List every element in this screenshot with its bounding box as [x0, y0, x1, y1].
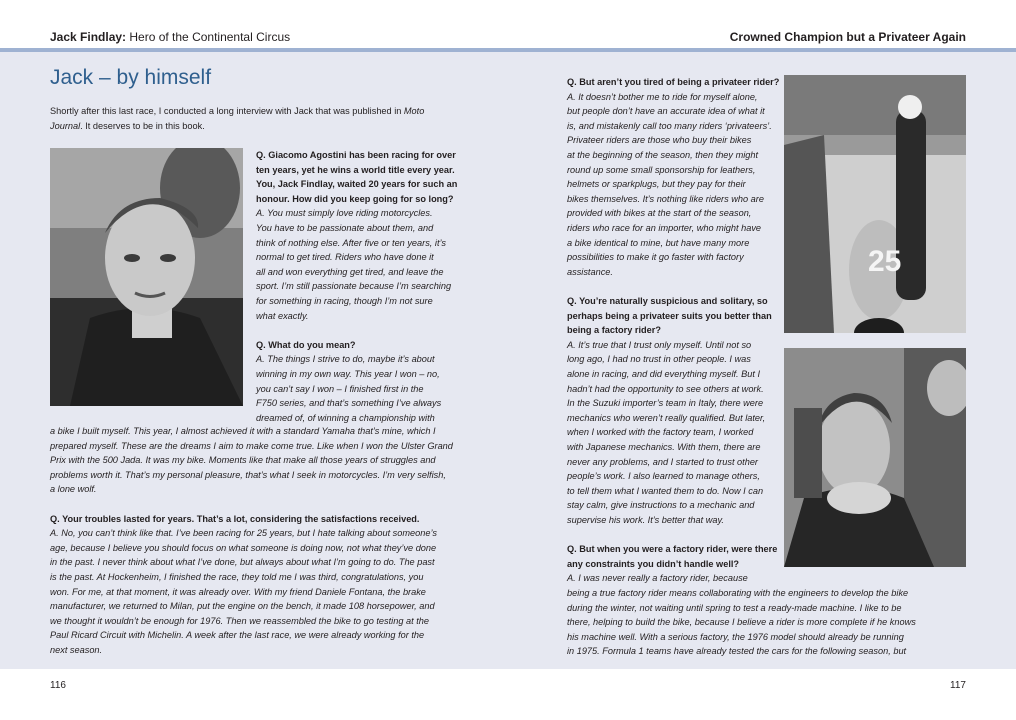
answer-text: being a true factory rider means collaborating with the engineers to develop the bike — [567, 588, 909, 598]
text-line — [256, 206, 433, 221]
text-line — [256, 265, 443, 280]
page-number-right: 117 — [950, 680, 966, 691]
answer-text: is the past. At Hockenheim, I finished the race, they told me I was third, congratulations, you — [50, 572, 424, 582]
text-line — [256, 294, 433, 309]
text-line — [567, 265, 613, 280]
answer-text: A. It doesn’t bother me to ride for myself alone, — [567, 91, 758, 102]
text-line — [567, 586, 908, 601]
answer-text: Moto — [403, 106, 425, 116]
answer-text: problems worth it. That’s my personal pleasure, that’s what I seek in motorcycles. I’m very selfish, — [50, 469, 446, 480]
answer-text: normal to get tired. Riders who have done it — [256, 252, 434, 263]
answer-text: a lone wolf. — [50, 484, 97, 495]
answer-text: a bike identical to mine, but have many more — [567, 237, 750, 248]
page-title: Jack – by himself — [50, 66, 212, 89]
answer-text: A. The things I strive to do, maybe it’s about — [256, 354, 435, 365]
question-text: being a factory rider? — [567, 325, 661, 336]
question-text: Q. Giacomo Agostini has been racing for over — [256, 150, 456, 160]
answer-text: people’s work. I also learned to manage others, — [567, 471, 760, 482]
text-line — [567, 104, 765, 119]
text-line — [50, 453, 436, 468]
answer-text: long ago, I had no trust in other people. I was — [567, 354, 751, 365]
answer-text: to tell them what I wanted them to do. Now I can — [567, 485, 764, 496]
answer-text: never any problems, and I started to trust other — [567, 456, 758, 467]
answer-text: supervise his work. It’s better that way. — [567, 515, 724, 525]
answer-text: mechanics who weren’t really qualified. But later, — [567, 412, 766, 423]
text-line — [567, 294, 768, 309]
answer-text: in 1975. Formula 1 teams have already tested the cars for the following season, but — [567, 646, 907, 657]
text-line — [50, 570, 423, 585]
text-line — [256, 221, 433, 236]
answer-text: won. For me, at that moment, it was already over. With my friend Daniele Fontana, the brake — [50, 586, 426, 597]
text-line — [567, 206, 751, 221]
answer-text: provided with bikes at the start of the season, — [567, 208, 752, 219]
photo-jack-portrait-helmetless — [50, 148, 243, 406]
answer-text: round up some small sponsorship for leathers, — [567, 164, 756, 175]
text-line — [50, 119, 205, 134]
page-footer — [0, 669, 1016, 720]
body-text: . It deserves to be in this book. — [80, 121, 205, 131]
answer-text: at the beginning of the season, then they might — [567, 150, 759, 160]
text-line — [567, 90, 757, 105]
text-line — [256, 338, 356, 353]
text-line — [256, 309, 308, 324]
answer-text: hadn’t had the opportunity to see others at work. — [567, 383, 764, 394]
answer-text: age, because I believe you should focus on what someone is doing now, not what they’ve done — [50, 542, 437, 553]
text-line — [50, 541, 436, 556]
answer-text: you can’t say I won – I finished first in the — [256, 383, 424, 394]
text-line — [256, 352, 435, 367]
text-line — [567, 367, 760, 382]
question-text: Q. But when you were a factory rider, were there — [567, 544, 778, 555]
text-line — [50, 643, 102, 658]
answer-text: manufacturer, we returned to Milan, put the engine on the bench, it made 108 horsepower, and — [50, 601, 435, 612]
text-line — [567, 644, 906, 659]
answer-text: dreamed of, of winning a championship with — [256, 412, 435, 423]
answer-text: possibilities to make it go faster with factory — [567, 252, 744, 263]
text-line — [256, 236, 446, 251]
text-line — [256, 396, 441, 411]
answer-text: all and won everything get tired, and leave the — [256, 266, 444, 277]
text-line — [567, 352, 751, 367]
text-line — [567, 133, 751, 148]
answer-text: what exactly. — [256, 310, 309, 321]
question-text: Q. Your troubles lasted for years. That’s a lot, considering the satisfactions received. — [50, 513, 420, 524]
text-line — [50, 526, 437, 541]
answer-text: during the winter, not waiting until spring to test a ready-made machine. I like to be — [567, 602, 902, 613]
text-line — [50, 424, 436, 439]
question-text: Q. But aren’t you tired of being a privateer rider? — [567, 77, 780, 87]
question-text: Q. What do you mean? — [256, 339, 356, 350]
answer-text: You have to be passionate about them, and — [256, 223, 434, 233]
text-line — [256, 250, 434, 265]
text-line — [50, 468, 446, 483]
answer-text: Privateer riders are those who buy their bikes — [567, 135, 752, 146]
text-line — [50, 614, 429, 629]
photo-jack-with-bike-25 — [784, 75, 966, 333]
photo-jack-zipping-leathers — [784, 348, 966, 567]
text-line — [567, 192, 764, 207]
answer-text: a bike I built myself. This year, I almost achieved it with a standard Yamaha that’s mine, which I — [50, 426, 436, 436]
answer-text: sport. I’m still passionate because I’m searching — [256, 281, 452, 292]
text-line — [567, 425, 753, 440]
text-line — [50, 439, 453, 454]
text-line — [567, 148, 758, 163]
answer-text: with Japanese mechanics. With them, there are — [567, 442, 761, 452]
question-text: honour. How did you keep going for so long? — [256, 193, 454, 204]
text-line — [567, 75, 779, 90]
text-line — [567, 440, 760, 455]
text-line — [256, 279, 451, 294]
text-line — [567, 250, 744, 265]
answer-text: we thought it wouldn’t be enough for 1976. Then we reassembled the bike to go testing at the — [50, 615, 429, 626]
answer-text: Journal — [50, 121, 81, 131]
running-head-left — [50, 30, 290, 44]
answer-text: riders who race for an importer, who might have — [567, 223, 762, 233]
text-line — [567, 630, 904, 645]
question-text: any constraints you didn’t handle well? — [567, 558, 740, 569]
answer-text: winning in my own way. This year I won – no, — [256, 369, 440, 379]
text-line — [567, 498, 754, 513]
answer-text: In the Suzuki importer’s team in Italy, there were — [567, 398, 764, 409]
question-text: You, Jack Findlay, waited 20 years for such an — [256, 179, 458, 190]
body-text: Shortly after this last race, I conducted a long interview with Jack that was published in — [50, 106, 404, 116]
text-line — [567, 542, 777, 557]
page-header — [0, 0, 1016, 48]
text-line — [567, 513, 724, 528]
text-line — [256, 163, 455, 178]
question-text: Q. You’re naturally suspicious and solitary, so — [567, 296, 768, 306]
text-line — [50, 104, 424, 119]
text-line — [567, 484, 763, 499]
text-line — [567, 309, 772, 324]
answer-text: A. I was never really a factory rider, because — [567, 573, 748, 584]
text-line — [567, 119, 772, 134]
text-line — [567, 615, 916, 630]
text-line — [256, 177, 457, 192]
text-line — [567, 455, 758, 470]
bike-race-number: 25 — [868, 245, 902, 278]
text-line — [567, 601, 902, 616]
running-head-name: Jack Findlay: — [50, 30, 127, 44]
answer-text: alone in racing, and did everything myself. But I — [567, 369, 761, 379]
text-line — [567, 323, 661, 338]
text-line — [256, 148, 456, 163]
text-line — [567, 571, 748, 586]
answer-text: there, helping to build the bike, because I believe a rider is more complete if he knows — [567, 617, 916, 628]
text-line — [567, 163, 755, 178]
text-line — [567, 236, 749, 251]
answer-text: when I worked with the factory team, I worked — [567, 427, 754, 438]
text-line — [567, 557, 739, 572]
text-line — [50, 555, 435, 570]
answer-text: prepared myself. These are the dreams I aim to make come true. Like when I won the Ulster Grand — [50, 440, 453, 451]
text-line — [50, 628, 424, 643]
text-line — [50, 512, 419, 527]
answer-text: in the past. I never think about what I’ve done, but always about what I’m going to do. The past — [50, 557, 435, 568]
question-text: perhaps being a privateer suits you better than — [567, 310, 772, 321]
text-line — [256, 382, 424, 397]
answer-text: A. You must simply love riding motorcycles. — [256, 208, 433, 219]
text-line — [567, 396, 763, 411]
answer-text: helmets or sparkplugs, but they pay for their — [567, 179, 746, 190]
answer-text: Paul Ricard Circuit with Michelin. A week after the last race, we were already working for the — [50, 630, 425, 641]
text-line — [256, 192, 454, 207]
answer-text: think of nothing else. After five or ten years, it’s — [256, 237, 446, 248]
answer-text: his machine well. With a serious factory, the 1976 model should already be running — [567, 631, 904, 642]
text-line — [50, 585, 426, 600]
answer-text: for something in racing, though I’m not sure — [256, 296, 433, 306]
text-line — [567, 382, 764, 397]
answer-text: assistance. — [567, 266, 613, 277]
answer-text: but people don’t have an accurate idea of what it — [567, 106, 765, 117]
answer-text: A. It’s true that I trust only myself. Until not so — [567, 339, 752, 350]
answer-text: is, and mistakenly call too many riders ‘privateers’. — [567, 120, 772, 131]
text-line — [567, 338, 751, 353]
running-head-book-title: Hero of the Continental Circus — [126, 30, 291, 44]
running-head-right: Crowned Champion but a Privateer Again — [729, 30, 966, 44]
text-line — [567, 177, 746, 192]
answer-text: A. No, you can’t think like that. I’ve been racing for 25 years, but I hate talking about someone’s — [50, 528, 437, 539]
text-line — [567, 411, 765, 426]
text-line — [256, 367, 440, 382]
text-line — [567, 221, 761, 236]
answer-text: stay calm, give instructions to a mechanic and — [567, 500, 755, 511]
text-line — [567, 469, 760, 484]
question-text: ten years, yet he wins a world title every year. — [256, 164, 455, 175]
text-line — [50, 599, 435, 614]
answer-text: bikes themselves. It’s nothing like riders who are — [567, 193, 764, 204]
page-number-left: 116 — [50, 680, 66, 691]
answer-text: next season. — [50, 645, 103, 655]
answer-text: Prix with the 500 Jada. It was my bike. Moments like that make all those years of struggles and — [50, 455, 436, 466]
text-line — [50, 482, 96, 497]
answer-text: F750 series, and that’s something I’ve always — [256, 398, 442, 409]
